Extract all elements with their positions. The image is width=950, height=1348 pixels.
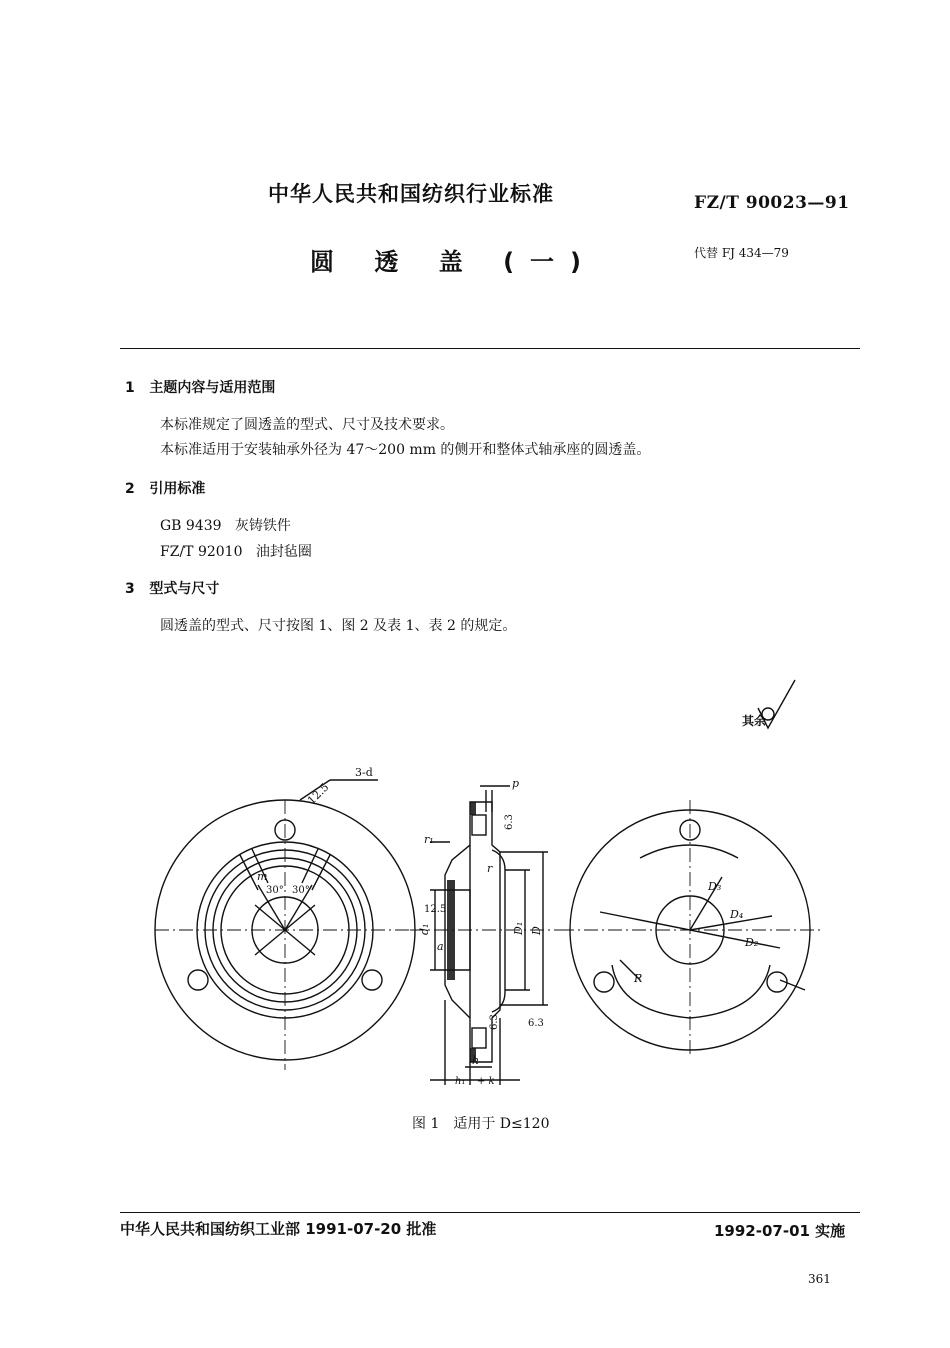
svg-text:30°: 30° [266, 885, 284, 896]
page-number: 361 [808, 1272, 831, 1286]
footer-rule [120, 1212, 860, 1213]
section-1-para-2: 本标准适用于安装轴承外径为 47～200 mm 的侧开和整体式轴承座的圆透盖。 [160, 442, 651, 458]
approval-line: 中华人民共和国纺织工业部 1991-07-20 批准 [120, 1220, 437, 1238]
figure-1-drawing [0, 660, 950, 1105]
org-standard-title: 中华人民共和国纺织行业标准 [268, 182, 554, 206]
svg-text:D₃: D₃ [708, 880, 722, 893]
replaces-standard: 代替 FJ 434—79 [694, 246, 789, 260]
svg-text:p: p [512, 777, 520, 790]
svg-text:3-d: 3-d [355, 766, 373, 779]
section-1-heading: 1 主题内容与适用范围 [125, 380, 276, 396]
section-3-para-1: 圆透盖的型式、尺寸按图 1、图 2 及表 1、表 2 的规定。 [160, 618, 517, 634]
reference-1: GB 9439 灰铸铁件 [160, 518, 291, 534]
svg-text:d₁: d₁ [418, 923, 431, 935]
figure-1-caption: 图 1 适用于 D≤120 [412, 1116, 550, 1132]
svg-text:D₄: D₄ [730, 908, 744, 921]
section-1-para-1: 本标准规定了圆透盖的型式、尺寸及技术要求。 [160, 417, 454, 433]
svg-text:m: m [257, 870, 268, 883]
svg-text:6.3: 6.3 [528, 1018, 544, 1029]
header-rule [120, 348, 860, 349]
svg-text:a: a [437, 940, 444, 953]
svg-text:R: R [634, 972, 643, 985]
svg-text:12.5: 12.5 [424, 904, 447, 915]
section-2-heading: 2 引用标准 [125, 481, 206, 497]
svg-text:6.3: 6.3 [504, 814, 515, 830]
svg-text:r: r [487, 862, 493, 875]
implementation-date: 1992-07-01 实施 [714, 1222, 846, 1240]
qiyu-label: 其余 [741, 714, 766, 728]
svg-text:h: h [472, 1054, 480, 1067]
svg-text:D₂: D₂ [745, 936, 759, 949]
svg-text:30°: 30° [292, 885, 310, 896]
svg-text:12.5: 12.5 [304, 780, 332, 808]
standard-code: FZ/T 90023—91 [694, 193, 850, 213]
svg-text:D: D [530, 926, 543, 935]
svg-text:6.3: 6.3 [489, 1014, 500, 1030]
section-3-heading: 3 型式与尺寸 [125, 581, 220, 597]
svg-text:+ k: + k [477, 1076, 495, 1087]
reference-2: FZ/T 92010 油封毡圈 [160, 544, 312, 560]
svg-text:h₁: h₁ [455, 1076, 466, 1087]
svg-text:r₁: r₁ [424, 833, 434, 846]
document-title: 圆 透 盖 (一) [310, 248, 598, 276]
svg-text:D₁: D₁ [512, 921, 525, 935]
